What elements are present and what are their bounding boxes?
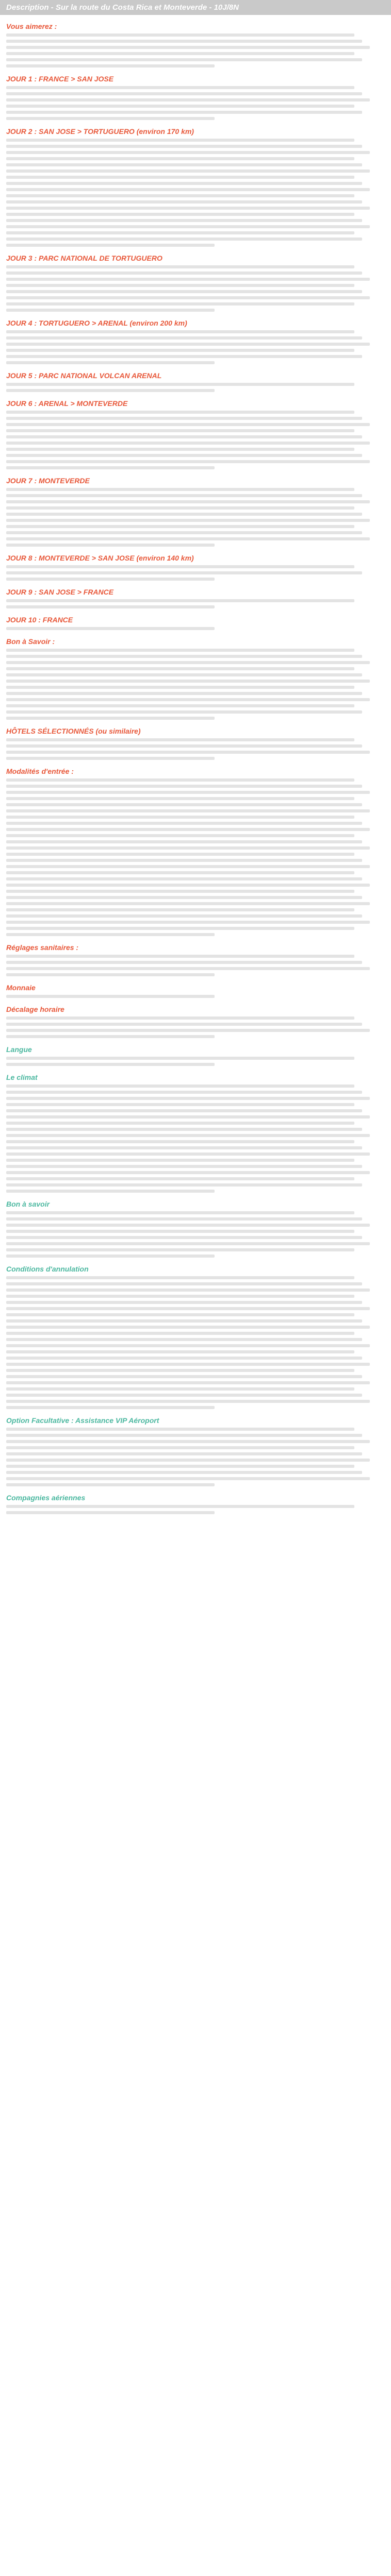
text-line-placeholder <box>6 1236 362 1239</box>
text-line-placeholder <box>6 531 362 534</box>
section-heading: Le climat <box>6 1073 38 1081</box>
text-line-placeholder <box>6 698 370 701</box>
text-line-placeholder <box>6 846 370 850</box>
text-line-placeholder <box>6 423 370 426</box>
text-line-placeholder <box>6 1332 354 1335</box>
text-line-placeholder <box>6 704 354 707</box>
text-line-placeholder <box>6 238 362 241</box>
text-line-placeholder <box>6 1369 354 1372</box>
text-line-placeholder <box>6 717 215 720</box>
text-line-placeholder <box>6 494 362 497</box>
text-line-placeholder <box>6 435 362 438</box>
text-line-placeholder <box>6 1109 362 1112</box>
text-line-placeholder <box>6 411 354 414</box>
text-line-placeholder <box>6 1511 215 1514</box>
text-line-placeholder <box>6 383 354 386</box>
text-line-placeholder <box>6 571 362 574</box>
section-heading: JOUR 8 : MONTEVERDE > SAN JOSE (environ 140 km) <box>6 554 194 562</box>
text-line-placeholder <box>6 1394 362 1397</box>
text-line-placeholder <box>6 955 354 958</box>
section-jour-5 <box>6 371 385 392</box>
text-line-placeholder <box>6 578 215 581</box>
text-line-placeholder <box>6 361 215 364</box>
text-line-placeholder <box>6 343 370 346</box>
text-line-placeholder <box>6 565 354 568</box>
text-line-placeholder <box>6 417 362 420</box>
text-line-placeholder <box>6 272 362 275</box>
section-heading: JOUR 4 : TORTUGUERO > ARENAL (environ 200 km) <box>6 319 187 327</box>
text-line-placeholder <box>6 1344 370 1347</box>
section-heading: Vous aimerez : <box>6 22 57 30</box>
section-jour-6 <box>6 399 385 469</box>
section-body <box>6 1084 385 1193</box>
text-line-placeholder <box>6 840 362 843</box>
section-heading: Décalage horaire <box>6 1005 64 1013</box>
section-jour-8 <box>6 554 385 581</box>
section-body <box>6 565 385 581</box>
text-line-placeholder <box>6 1023 362 1026</box>
text-line-placeholder <box>6 442 370 445</box>
text-line-placeholder <box>6 139 354 142</box>
section-body <box>6 955 385 976</box>
text-line-placeholder <box>6 680 370 683</box>
section-compagnies-aeriennes <box>6 1494 385 1514</box>
text-line-placeholder <box>6 506 354 510</box>
text-line-placeholder <box>6 785 362 788</box>
section-body <box>6 383 385 392</box>
text-line-placeholder <box>6 33 354 37</box>
text-line-placeholder <box>6 460 370 463</box>
text-line-placeholder <box>6 1171 370 1174</box>
text-line-placeholder <box>6 231 354 234</box>
text-line-placeholder <box>6 1471 362 1474</box>
text-line-placeholder <box>6 1248 354 1251</box>
text-line-placeholder <box>6 853 354 856</box>
section-heading: Langue <box>6 1045 32 1054</box>
text-line-placeholder <box>6 896 362 899</box>
section-body <box>6 627 385 630</box>
text-line-placeholder <box>6 599 354 602</box>
text-line-placeholder <box>6 673 362 676</box>
text-line-placeholder <box>6 1165 362 1168</box>
section-body <box>6 649 385 720</box>
text-line-placeholder <box>6 1122 354 1125</box>
section-decalage-horaire <box>6 1005 385 1038</box>
text-line-placeholder <box>6 330 354 333</box>
text-line-placeholder <box>6 296 370 299</box>
section-langue <box>6 1045 385 1066</box>
text-line-placeholder <box>6 1276 354 1279</box>
text-line-placeholder <box>6 309 215 312</box>
section-body <box>6 33 385 67</box>
text-line-placeholder <box>6 1146 362 1149</box>
text-line-placeholder <box>6 176 354 179</box>
text-line-placeholder <box>6 92 362 95</box>
text-line-placeholder <box>6 1357 362 1360</box>
text-line-placeholder <box>6 52 354 55</box>
text-line-placeholder <box>6 1255 215 1258</box>
text-line-placeholder <box>6 1128 362 1131</box>
text-line-placeholder <box>6 908 354 911</box>
section-body <box>6 1276 385 1409</box>
section-heading: HÔTELS SÉLECTIONNÉS (ou similaire) <box>6 727 141 735</box>
text-line-placeholder <box>6 667 354 670</box>
text-line-placeholder <box>6 488 354 491</box>
text-line-placeholder <box>6 890 354 893</box>
text-line-placeholder <box>6 1452 362 1455</box>
text-line-placeholder <box>6 1375 362 1378</box>
section-option-facultative <box>6 1416 385 1486</box>
section-body <box>6 411 385 469</box>
text-line-placeholder <box>6 751 370 754</box>
text-line-placeholder <box>6 738 354 741</box>
text-line-placeholder <box>6 302 354 306</box>
text-line-placeholder <box>6 884 370 887</box>
text-line-placeholder <box>6 355 362 358</box>
text-line-placeholder <box>6 1459 370 1462</box>
section-body <box>6 738 385 760</box>
text-line-placeholder <box>6 225 370 228</box>
text-line-placeholder <box>6 290 362 293</box>
text-line-placeholder <box>6 105 354 108</box>
section-heading: Réglages sanitaires : <box>6 943 79 952</box>
text-line-placeholder <box>6 182 362 185</box>
text-line-placeholder <box>6 1016 354 1020</box>
text-line-placeholder <box>6 1029 370 1032</box>
text-line-placeholder <box>6 961 362 964</box>
section-modalites-entree <box>6 767 385 936</box>
text-line-placeholder <box>6 46 370 49</box>
text-line-placeholder <box>6 828 370 831</box>
text-line-placeholder <box>6 1153 370 1156</box>
text-line-placeholder <box>6 1483 215 1486</box>
text-line-placeholder <box>6 834 354 837</box>
section-heading: Modalités d'entrée : <box>6 767 74 775</box>
section-jour-3 <box>6 254 385 312</box>
section-heading: Compagnies aériennes <box>6 1494 86 1502</box>
text-line-placeholder <box>6 284 354 287</box>
text-line-placeholder <box>6 200 362 204</box>
text-line-placeholder <box>6 466 215 469</box>
text-line-placeholder <box>6 429 354 432</box>
section-hotels <box>6 727 385 760</box>
text-line-placeholder <box>6 86 354 89</box>
text-line-placeholder <box>6 627 215 630</box>
section-heading: Monnaie <box>6 984 36 992</box>
section-body <box>6 1428 385 1486</box>
text-line-placeholder <box>6 207 370 210</box>
section-bon-a-savoir-2 <box>6 1200 385 1258</box>
text-line-placeholder <box>6 967 370 970</box>
text-line-placeholder <box>6 1177 354 1180</box>
text-line-placeholder <box>6 349 354 352</box>
text-line-placeholder <box>6 803 362 806</box>
text-line-placeholder <box>6 40 362 43</box>
text-line-placeholder <box>6 686 354 689</box>
text-line-placeholder <box>6 692 362 695</box>
text-line-placeholder <box>6 859 362 862</box>
section-heading: JOUR 3 : PARC NATIONAL DE TORTUGUERO <box>6 254 162 262</box>
text-line-placeholder <box>6 117 215 120</box>
text-line-placeholder <box>6 58 362 61</box>
section-jour-1 <box>6 75 385 120</box>
section-body <box>6 995 385 998</box>
text-line-placeholder <box>6 98 370 101</box>
text-line-placeholder <box>6 1217 362 1221</box>
text-line-placeholder <box>6 1103 354 1106</box>
section-conditions-annulation <box>6 1265 385 1409</box>
text-line-placeholder <box>6 877 362 880</box>
text-line-placeholder <box>6 797 354 800</box>
text-line-placeholder <box>6 809 370 812</box>
text-line-placeholder <box>6 757 215 760</box>
text-line-placeholder <box>6 1387 354 1391</box>
text-line-placeholder <box>6 64 215 67</box>
section-heading: JOUR 7 : MONTEVERDE <box>6 477 90 485</box>
text-line-placeholder <box>6 1307 370 1310</box>
text-line-placeholder <box>6 244 215 247</box>
text-line-placeholder <box>6 151 370 154</box>
section-heading: JOUR 2 : SAN JOSE > TORTUGUERO (environ 170 km) <box>6 127 194 135</box>
section-body <box>6 330 385 364</box>
text-line-placeholder <box>6 500 370 503</box>
text-line-placeholder <box>6 213 354 216</box>
text-line-placeholder <box>6 1338 362 1341</box>
text-line-placeholder <box>6 336 362 340</box>
text-line-placeholder <box>6 649 354 652</box>
section-jour-10 <box>6 616 385 630</box>
text-line-placeholder <box>6 265 354 268</box>
text-line-placeholder <box>6 145 362 148</box>
text-line-placeholder <box>6 1326 370 1329</box>
text-line-placeholder <box>6 111 362 114</box>
text-line-placeholder <box>6 1084 354 1088</box>
section-monnaie <box>6 984 385 998</box>
text-line-placeholder <box>6 1115 370 1118</box>
text-line-placeholder <box>6 1057 354 1060</box>
text-line-placeholder <box>6 871 354 874</box>
section-body <box>6 139 385 247</box>
section-body <box>6 1057 385 1066</box>
text-line-placeholder <box>6 1381 370 1384</box>
itinerary-body <box>0 22 391 1514</box>
text-line-placeholder <box>6 1211 354 1214</box>
text-line-placeholder <box>6 1477 370 1480</box>
text-line-placeholder <box>6 655 362 658</box>
section-heading: Bon à savoir <box>6 1200 50 1208</box>
section-body <box>6 1505 385 1514</box>
text-line-placeholder <box>6 914 362 918</box>
text-line-placeholder <box>6 744 362 748</box>
section-jour-2 <box>6 127 385 247</box>
text-line-placeholder <box>6 1224 370 1227</box>
text-line-placeholder <box>6 1440 370 1443</box>
text-line-placeholder <box>6 519 370 522</box>
section-body <box>6 86 385 120</box>
text-line-placeholder <box>6 1319 362 1323</box>
page-header <box>0 0 391 15</box>
section-heading: JOUR 10 : FRANCE <box>6 616 73 624</box>
text-line-placeholder <box>6 1400 370 1403</box>
text-line-placeholder <box>6 1406 215 1409</box>
text-line-placeholder <box>6 525 354 528</box>
section-body <box>6 488 385 547</box>
section-jour-4 <box>6 319 385 364</box>
page-title: Description - Sur la route du Costa Rica et Monteverde - 10J/8N <box>6 3 239 12</box>
section-heading: JOUR 1 : FRANCE > SAN JOSE <box>6 75 114 83</box>
section-heading: JOUR 9 : SAN JOSE > FRANCE <box>6 588 114 596</box>
section-body <box>6 265 385 312</box>
text-line-placeholder <box>6 822 362 825</box>
section-heading: JOUR 6 : ARENAL > MONTEVERDE <box>6 399 128 408</box>
section-reglages-sanitaires <box>6 943 385 976</box>
text-line-placeholder <box>6 389 215 392</box>
text-line-placeholder <box>6 1505 354 1508</box>
text-line-placeholder <box>6 1097 370 1100</box>
section-body <box>6 1016 385 1038</box>
section-le-climat <box>6 1073 385 1193</box>
text-line-placeholder <box>6 1159 354 1162</box>
text-line-placeholder <box>6 1183 362 1187</box>
section-heading: Bon à Savoir : <box>6 637 55 646</box>
text-line-placeholder <box>6 454 362 457</box>
text-line-placeholder <box>6 816 354 819</box>
text-line-placeholder <box>6 278 370 281</box>
text-line-placeholder <box>6 157 354 160</box>
section-body <box>6 599 385 608</box>
section-body <box>6 778 385 936</box>
text-line-placeholder <box>6 778 354 782</box>
section-vous-aimerez <box>6 22 385 67</box>
section-jour-9 <box>6 588 385 608</box>
section-heading: Conditions d'annulation <box>6 1265 89 1273</box>
text-line-placeholder <box>6 1230 354 1233</box>
text-line-placeholder <box>6 1035 215 1038</box>
text-line-placeholder <box>6 933 215 936</box>
text-line-placeholder <box>6 1091 362 1094</box>
text-line-placeholder <box>6 1063 215 1066</box>
text-line-placeholder <box>6 448 354 451</box>
text-line-placeholder <box>6 1134 370 1137</box>
text-line-placeholder <box>6 865 370 868</box>
text-line-placeholder <box>6 605 215 608</box>
text-line-placeholder <box>6 791 370 794</box>
text-line-placeholder <box>6 1350 354 1353</box>
text-line-placeholder <box>6 661 370 664</box>
section-body <box>6 1211 385 1258</box>
text-line-placeholder <box>6 1428 354 1431</box>
text-line-placeholder <box>6 163 362 166</box>
text-line-placeholder <box>6 1465 354 1468</box>
text-line-placeholder <box>6 219 362 222</box>
text-line-placeholder <box>6 194 354 197</box>
text-line-placeholder <box>6 921 370 924</box>
text-line-placeholder <box>6 973 215 976</box>
section-heading: Option Facultative : Assistance VIP Aéroport <box>6 1416 159 1425</box>
text-line-placeholder <box>6 710 362 714</box>
text-line-placeholder <box>6 544 215 547</box>
section-jour-7 <box>6 477 385 547</box>
section-heading: JOUR 5 : PARC NATIONAL VOLCAN ARENAL <box>6 371 162 380</box>
text-line-placeholder <box>6 1313 354 1316</box>
text-line-placeholder <box>6 1242 370 1245</box>
text-line-placeholder <box>6 927 354 930</box>
text-line-placeholder <box>6 1190 215 1193</box>
section-bon-a-savoir <box>6 637 385 720</box>
text-line-placeholder <box>6 188 370 191</box>
text-line-placeholder <box>6 902 370 905</box>
text-line-placeholder <box>6 170 370 173</box>
text-line-placeholder <box>6 1295 354 1298</box>
text-line-placeholder <box>6 1434 362 1437</box>
text-line-placeholder <box>6 1446 354 1449</box>
text-line-placeholder <box>6 537 370 540</box>
text-line-placeholder <box>6 513 362 516</box>
text-line-placeholder <box>6 1289 370 1292</box>
text-line-placeholder <box>6 1301 362 1304</box>
text-line-placeholder <box>6 1140 354 1143</box>
text-line-placeholder <box>6 995 215 998</box>
text-line-placeholder <box>6 1363 370 1366</box>
text-line-placeholder <box>6 1282 362 1285</box>
